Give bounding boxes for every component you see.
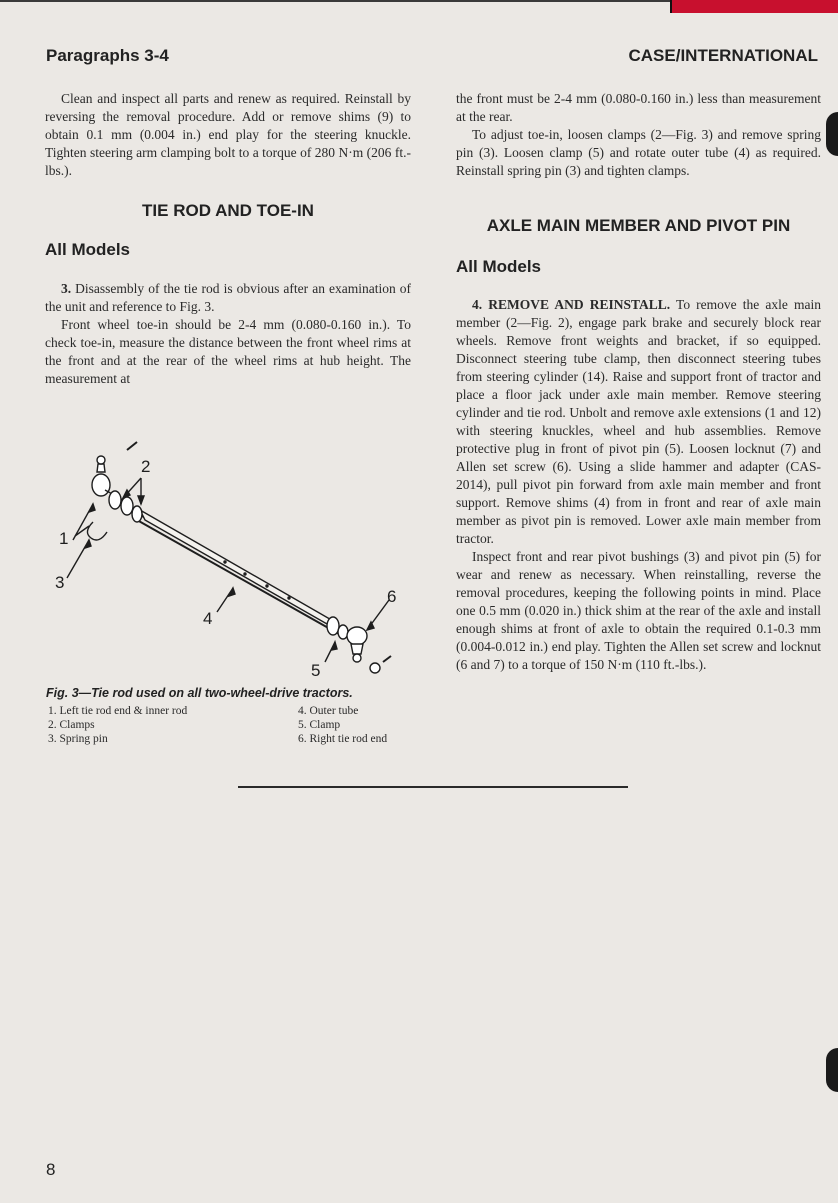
left-subsection	[45, 241, 411, 259]
legend-item: 5. Clamp	[298, 719, 341, 731]
left-paragraphs	[45, 280, 411, 388]
paragraph-3b: Front wheel toe-in should be 2-4 mm (0.080-0.160 in.). To check toe-in, measure the distance between the front wheel rims at the front and at the rear of the wheel rims at hub height. The measurement at	[45, 317, 411, 386]
paragraph-continued: the front must be 2-4 mm (0.080-0.160 in.) less than measurement at the rear.	[456, 91, 821, 124]
legend-item: 3. Spring pin	[48, 733, 108, 745]
callout-3: 3	[55, 573, 65, 592]
section-title-tie-rod: TIE ROD AND TOE-IN	[142, 201, 314, 220]
section-title-axle: AXLE MAIN MEMBER AND PIVOT PIN	[486, 216, 791, 235]
running-header-left: Paragraphs 3-4	[46, 46, 169, 65]
paragraph-intro: Clean and inspect all parts and renew as required. Reinstall by reversing the removal procedure. Add or remove shims (9) to obtain 0.1 mm (0.004 in.) end play for the steering knuckle. Tighten steering arm clamping bolt to a torque of 280 N·m (206 ft.-lbs.).	[45, 91, 411, 178]
legend-item: 4. Outer tube	[298, 705, 359, 717]
tie-rod-diagram	[45, 440, 415, 680]
legend-item: 6. Right tie rod end	[298, 733, 388, 745]
subsection-title-all-models-2: All Models	[456, 257, 542, 276]
paragraph-3	[45, 280, 411, 316]
callout-6: 6	[387, 587, 397, 606]
axle-section	[456, 217, 821, 235]
callout-5: 5	[311, 661, 321, 680]
paragraph-toe-in-adjust: To adjust toe-in, loosen clamps (2—Fig. 3) and remove spring pin (3). Loosen clamp (5) and rotate outer tube (4) as required. Reinstall spring pin (3) and tighten clamps.	[456, 127, 821, 178]
left-column-text	[45, 90, 411, 180]
callout-4: 4	[203, 609, 213, 628]
tie-rod-section	[45, 202, 411, 220]
paragraph-3-text: Disassembly of the tie rod is obvious after an examination of the unit and reference to Fig. 3.	[45, 281, 411, 314]
right-column-top	[456, 90, 821, 180]
right-subsection	[456, 258, 821, 276]
right-paragraphs	[456, 296, 821, 674]
page-number: 8	[46, 1160, 56, 1179]
thumb-tab-lower	[826, 1048, 838, 1092]
figure-3-tie-rod	[45, 440, 415, 680]
paragraph-4	[456, 296, 821, 548]
subsection-title-all-models: All Models	[45, 240, 131, 259]
paragraph-4b: Inspect front and rear pivot bushings (3) and pivot pin (5) for wear and renew as necessary. When reinstalling, reverse the removal procedures, keeping the following points in mind. Place one 0.5 mm (0.020 in.) thick shim at the rear of the axle and install enough shims at front of axle to obtain the required 0.1-0.3 mm (0.004-0.012 in.) end play. Tighten the Allen set screw and locknut (6 and 7) to a torque of 150 N·m (110 ft.-lbs.).	[456, 549, 821, 672]
figure-caption: Fig. 3—Tie rod used on all two-wheel-drive tractors.	[46, 686, 353, 700]
paragraph-4-runin: 4. REMOVE AND REINSTALL.	[472, 297, 671, 312]
top-rule	[0, 0, 672, 2]
callout-2: 2	[141, 457, 151, 476]
legend-item: 2. Clamps	[48, 719, 95, 731]
section-end-rule	[238, 786, 628, 788]
running-header-right: CASE/INTERNATIONAL	[628, 46, 818, 65]
legend-item: 1. Left tie rod end & inner rod	[48, 705, 188, 717]
corner-color-mark	[670, 0, 838, 13]
thumb-tab-upper	[826, 112, 838, 156]
paragraph-3-number: 3.	[61, 281, 72, 296]
callout-1: 1	[59, 529, 69, 548]
paragraph-4-text: To remove the axle main member (2—Fig. 2), engage park brake and securely block rear wheels. Remove front weights and bracket, if so equipped. Disconnect steering tube clamp, then disconnect steering tubes from steering cylinder (14). Raise and support front of tractor and place a floor jack under axle main member. Remove steering cylinder and tie rod. Unbolt and remove axle extensions (1 and 12) with steering knuckles, wheel and hub assemblies. Remove protective plug in front of pivot pin (5). Loosen locknut (7) and Allen set screw (6). Using a slide hammer and adapter (CAS-2014), pull pivot pin forward from axle main member and front support. Remove shims (4) from in front and rear of axle main member as pivot pin is removed. Lower axle main member from tractor.	[456, 297, 821, 546]
